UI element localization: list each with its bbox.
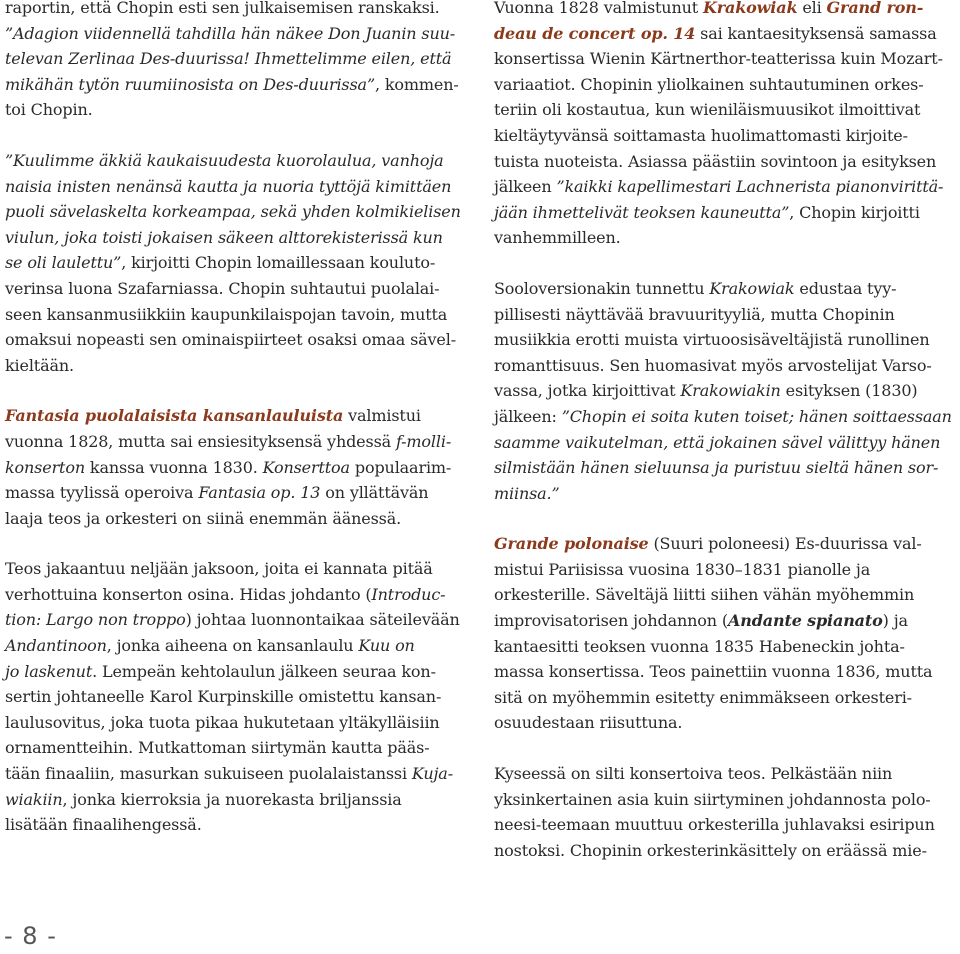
text-span: konsertissa Wienin Kärtnerthor-teatterissa kuin Mozart- — [494, 49, 943, 69]
text-span: raportin, että Chopin esti sen julkaisemisen ranskaksi. — [5, 0, 440, 17]
italic-span: Krakowiakin — [680, 381, 781, 401]
text-span: , jonka kierroksia ja nuorekasta briljanssia — [62, 789, 402, 809]
text-span: valmistui — [343, 406, 421, 426]
text-span: edustaa tyy- — [794, 278, 897, 298]
text-span: (Suuri poloneesi) Es-duurissa val- — [648, 534, 922, 554]
page-number: - 8 - — [4, 922, 57, 950]
paragraph-fantasia — [5, 403, 465, 531]
italic-span: Kuja- — [411, 764, 453, 784]
text-span: eli — [797, 0, 827, 17]
text-span: on yllättävän — [320, 483, 429, 503]
quote-span: ”Adagion viidennellä tahdilla hän näkee Don Juanin suu- — [5, 23, 456, 43]
italic-span: konserton — [5, 457, 85, 477]
text-span: vuonna 1828, mutta sai ensiesityksensä yhdessä — [5, 431, 396, 451]
text-span: neesi-teemaan muuttuu orkesterilla juhlavaksi esiripun — [494, 815, 935, 835]
paragraph-fantasia-sections — [5, 556, 465, 838]
text-span: , kommen- — [374, 74, 459, 94]
quote-span: se oli laulettu” — [5, 253, 122, 273]
quote-span: viulun, joka toisti jokaisen säkeen alttorekisterissä kun — [5, 227, 443, 247]
text-span: lisätään finaalihengessä. — [5, 815, 202, 835]
quote-span: jään ihmettelivät teoksen kauneutta” — [494, 202, 790, 222]
paragraph-grande-polonaise — [494, 531, 956, 736]
text-span: musiikkia erotti muista virtuoosisäveltäjistä runollinen — [494, 330, 930, 350]
text-span: ornamentteihin. Mutkattoman siirtymän kautta pääs- — [5, 738, 430, 758]
text-span: , kirjoitti Chopin lomaillessaan kouluto- — [121, 253, 436, 273]
quote-span: mikähän tytön ruumiinosista on Des-duurissa” — [5, 74, 375, 94]
text-span: kanssa vuonna 1830. — [84, 457, 263, 477]
paragraph-krakowiak — [494, 0, 956, 251]
quote-span: ”Kuulimme äkkiä kaukaisuudesta kuorolaulua, vanhoja — [5, 150, 444, 170]
text-span: ) ja — [882, 611, 908, 631]
text-span: laaja teos ja orkesteri on siinä enemmän äänessä. — [5, 508, 402, 528]
text-span: sai kantaesityksensä samassa — [695, 23, 937, 43]
text-span: yksinkertainen asia kuin siirtyminen johdannosta polo- — [494, 789, 931, 809]
italic-span: Introduc- — [371, 584, 446, 604]
text-span: osuudestaan riisuttuna. — [494, 713, 683, 733]
text-span: kieltään. — [5, 355, 74, 375]
italic-span: Fantasia op. 13 — [198, 483, 321, 503]
work-title-krakowiak: Krakowiak — [702, 0, 798, 17]
text-span: toi Chopin. — [5, 100, 93, 120]
paragraph-krakowiak-style — [494, 276, 956, 506]
italic-span: wiakiin — [5, 789, 63, 809]
italic-span: Kuu on — [358, 636, 415, 656]
quote-span: miinsa.” — [494, 483, 560, 503]
text-span: massa konsertissa. Teos painettiin vuonna 1836, mutta — [494, 662, 933, 682]
quote-span: naisia inisten nenänsä kautta ja nuoria tyttöjä kimittäen — [5, 176, 452, 196]
text-span: improvisatorisen johdannon ( — [494, 611, 728, 631]
italic-span: Andantinoon — [5, 636, 107, 656]
right-column — [494, 0, 956, 888]
text-span: vassa, jotka kirjoittivat — [494, 381, 681, 401]
text-span: tuista nuoteista. Asiassa päästiin sovintoon ja esityksen — [494, 151, 937, 171]
text-span: Sooloversionakin tunnettu — [494, 278, 710, 298]
work-title-grand-rondeau-cont: deau de concert op. 14 — [494, 23, 696, 43]
text-span: verhottuina konserton osina. Hidas johdanto ( — [5, 584, 372, 604]
text-span: kantaesitti teoksen vuonna 1835 Habeneckin johta- — [494, 636, 905, 656]
text-span: populaarim- — [349, 457, 452, 477]
work-title-grande-polonaise: Grande polonaise — [494, 534, 649, 554]
text-span: laulusovitus, joka tuota pikaa hukutetaan yltäkylläisiin — [5, 712, 440, 732]
quote-span: ”Chopin ei soita kuten toiset; hänen soittaessaan — [561, 406, 952, 426]
work-title-grand-rondeau: Grand ron- — [826, 0, 924, 17]
text-span: variaatiot. Chopinin yliolkainen suhtautuminen orkes- — [494, 74, 924, 94]
work-title-andante-spianato: Andante spianato — [727, 611, 883, 631]
text-span: Kyseessä on silti konsertoiva teos. Pelkästään niin — [494, 764, 893, 784]
text-span: , jonka aiheena on kansanlaulu — [106, 636, 359, 656]
text-span: omaksui nopeasti sen ominaispiirteet osaksi omaa sävel- — [5, 330, 456, 350]
left-column — [5, 0, 465, 863]
text-span: romanttisuus. Sen huomasivat myös arvostelijat Varso- — [494, 355, 932, 375]
text-span: seen kansanmusiikkiin kaupunkilaispojan tavoin, mutta — [5, 304, 448, 324]
italic-span: jo laskenut — [5, 661, 93, 681]
text-span: jälkeen: — [494, 406, 562, 426]
text-span: vanhemmilleen. — [494, 228, 621, 248]
italic-span: tion: Largo non troppo — [5, 610, 186, 630]
text-span: jälkeen — [494, 177, 557, 197]
italic-span: Konserttoa — [262, 457, 350, 477]
quote-span: puoli sävelaskelta korkeampaa, sekä yhden kolmikielisen — [5, 202, 461, 222]
text-span: teriin oli kostautua, kun wieniläismuusikot ilmoittivat — [494, 100, 921, 120]
text-span: ) johtaa luonnontaikaa säteilevään — [185, 610, 460, 630]
quote-span: televan Zerlinaa Des-duurissa! Ihmettelimme eilen, että — [5, 49, 452, 69]
text-span: tään finaaliin, masurkan sukuiseen puolalaistanssi — [5, 764, 412, 784]
text-span: pillisesti näyttävää bravuurityyliä, mutta Chopinin — [494, 304, 895, 324]
paragraph-concertante — [494, 761, 956, 863]
text-span: esityksen (1830) — [780, 381, 918, 401]
paragraph-folk-song-quote — [5, 148, 465, 378]
text-span: nostoksi. Chopinin orkesterinkäsittely on eräässä mie- — [494, 840, 927, 860]
paragraph-chopin-report — [5, 0, 465, 123]
text-span: mistui Pariisissa vuosina 1830–1831 pianolle ja — [494, 559, 871, 579]
text-span: , Chopin kirjoitti — [789, 202, 920, 222]
text-span: kieltäytyvänsä soittamasta huolimattomasti kirjoite- — [494, 125, 908, 145]
quote-span: silmistään hänen sieluunsa ja puristuu sieltä hänen sor- — [494, 458, 939, 478]
text-span: massa tyylissä operoiva — [5, 483, 199, 503]
text-span: . Lempeän kehtolaulun jälkeen seuraa kon- — [92, 661, 436, 681]
text-span: sertin johtaneelle Karol Kurpinskille omistettu kansan- — [5, 687, 442, 707]
quote-span: ”kaikki kapellimestari Lachnerista pianonvirittä- — [556, 177, 944, 197]
italic-span: Krakowiak — [709, 278, 795, 298]
text-span: Teos jakaantuu neljään jaksoon, joita ei kannata pitää — [5, 559, 433, 579]
italic-span: f-molli- — [395, 431, 452, 451]
work-title-fantasia: Fantasia puolalaisista kansanlauluista — [5, 406, 344, 426]
text-span: Vuonna 1828 valmistunut — [494, 0, 703, 17]
text-span: verinsa luona Szafarniassa. Chopin suhtautui puolalai- — [5, 278, 440, 298]
text-span: orkesterille. Säveltäjä liitti siihen vähän myöhemmin — [494, 585, 915, 605]
text-span: sitä on myöhemmin esitetty enimmäkseen orkesteri- — [494, 687, 912, 707]
quote-span: saamme vaikutelman, että jokainen sävel välittyy hänen — [494, 432, 941, 452]
